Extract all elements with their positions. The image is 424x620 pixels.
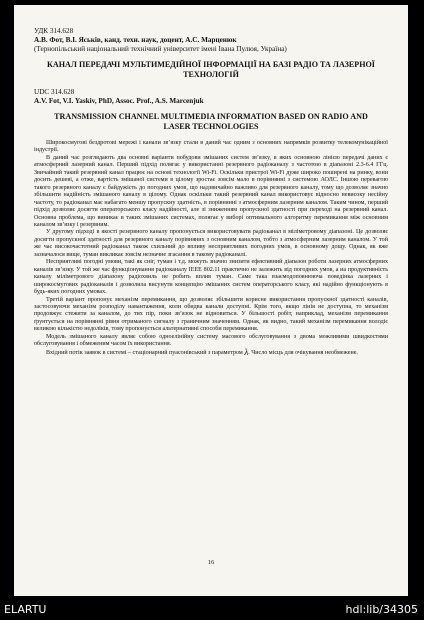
ukr-authors: А.В. Фот, В.І. Яськів, канд. техн. наук, доцент, А.С. Марценюк	[34, 36, 237, 44]
eng-title: TRANSMISSION CHANNEL MULTIMEDIA INFORMATION BASED ON RADIO AND LASER TECHNOLOGIES	[54, 112, 368, 131]
paragraph-3: У другому підході в якості резервного каналу пропонується використовувати радіоканал в міліметровому діапазоні. Це дозволяє досягти пропускної здатності для резервного каналу порівняних з основним каналом, тобто з атмосферним лазерним каналом. У той же час високочастотний радіоканал також схильний до впливу несприятливих погодних умов, в основному дощу. Однак, як вже зазначалося вище, туман викликає зовсім незначне згасання в такому радіоканалі.	[34, 229, 388, 258]
paragraph-6: Модель змішаного каналу являє собою одноелінійну систему масового обслуговування з двома можливими швидкостями обслуговування і обмеженим часом їх використання.	[34, 333, 388, 348]
footer-bar	[0, 600, 424, 620]
paragraph-1: Широкосмугові бездротові мережі і канали зв’язку стали в даний час одним з основних напрямків розвитку телекомунікаційної індустрії.	[34, 140, 388, 154]
lambda-symbol: λ	[244, 346, 249, 357]
footer-left-label: ELARTU	[4, 603, 47, 616]
paper-page	[14, 5, 408, 596]
paragraph-7-text-after: . Число місць для очікування необмежене.	[248, 349, 358, 356]
paragraph-7-text-before: Вхідний потік заявок в системі – стаціонарний пуасонівський з параметром	[46, 349, 243, 356]
paragraph-4: Несприятливі погодні умови, такі як сніг, туман і т.д. можуть значно знизити ефективний діапазон роботи лазерних атмосферних каналів зв’язку. У той же час функціонування радіоканалу IEEE 802.11 практично не залежить від погодних умов, а на продуктивність каналу міліметрового діапазону радіохвиль не робить вплив туман. Саме така взаємодоповнююча поведінка лазерних і широкосмугових радіоканалів і дозволила висунути концепцію змішаних систем операторського класу, які надійно функціонують в будь-яких погодних умовах.	[34, 259, 388, 296]
eng-udc: UDC 314.628	[34, 88, 75, 96]
paragraph-7	[34, 346, 388, 357]
ukr-title: КАНАЛ ПЕРЕДАЧІ МУЛЬТИМЕДІЙНОЇ ІНФОРМАЦІЇ НА БАЗІ РАДІО ТА ЛАЗЕРНОЇ ТЕХНОЛОГІЙ	[47, 60, 375, 79]
eng-authors: A.V. Fot, V.I. Yaskiv, PhD, Assoc. Prof., A.S. Marcenjuk	[34, 97, 204, 105]
ukr-affiliation: (Тернопільський національний технічний університет імені Івана Пулюя, Україна)	[34, 45, 287, 53]
paragraph-2: В даний час розглядають два основні варіанти побудови змішаних систем зв’язку, в яких основною лінією передачі даних є атмосферний лазерний канал. Перший підхід полягає у використанні резервного радіоканалу з частотою в діапазоні 2.3-6.4 ГГц. Звичайний такий резервний канал працює на основі технології Wi-Fi. Оскільки пристрої Wi-Fi дуже широко поширені на ринку, вони досить дешеві, а отже, вартість змішаної системи в цілому зростає зовсім мало в порівнянні з системою АОЛС. Іншою перевагою такого резервного каналу є байдужість до погодних умов, що надзвичайно важливо для резервного каналу, тому що дозволяє значно збільшити надійність змішаного каналу в цілому. Однак оскільки такий резервний канал використовує відносно невисоку несійну частоту, то радіоканал має набагато меншу пропускну здатність, в порівнянні з атмосферним лазерним каналом. Таким чином, перший підхід дозволяє досягти операторського класу надійності, але зі зниженням пропускної здатності при переході на резервний канал. Основна проблема, що виникає в таких змішаних системах, полягає у виборі оптимального алгоритму перемикання між основним каналом зв’язку і резервним.	[34, 154, 388, 228]
footer-right-label: hdl:lib/34305	[345, 603, 418, 616]
paragraph-5: Третій варіант пропонує механізм перемикання, що дозволяє збільшити корисне використання пропускної здатності каналів, застосовуючи механізм розподілу навантаження, коли обидва канали доступні. Крім того, якщо лінія не доступна, то механізм продовжує стежити за каналом, до тих пір, поки зв’язок не відновиться. У більшості робіт, наприклад, механізм перемикання ґрунтується на порівнянні рівня отриманого сигналу з граничним значенням. Однак, як видно, такий механізм перемикання володіє великою кількістю недоліків, тому пропонується альтернативні способи перемикання.	[34, 296, 388, 333]
page-number: 16	[207, 559, 215, 566]
ukr-udc: УДК 314.628	[34, 27, 74, 35]
